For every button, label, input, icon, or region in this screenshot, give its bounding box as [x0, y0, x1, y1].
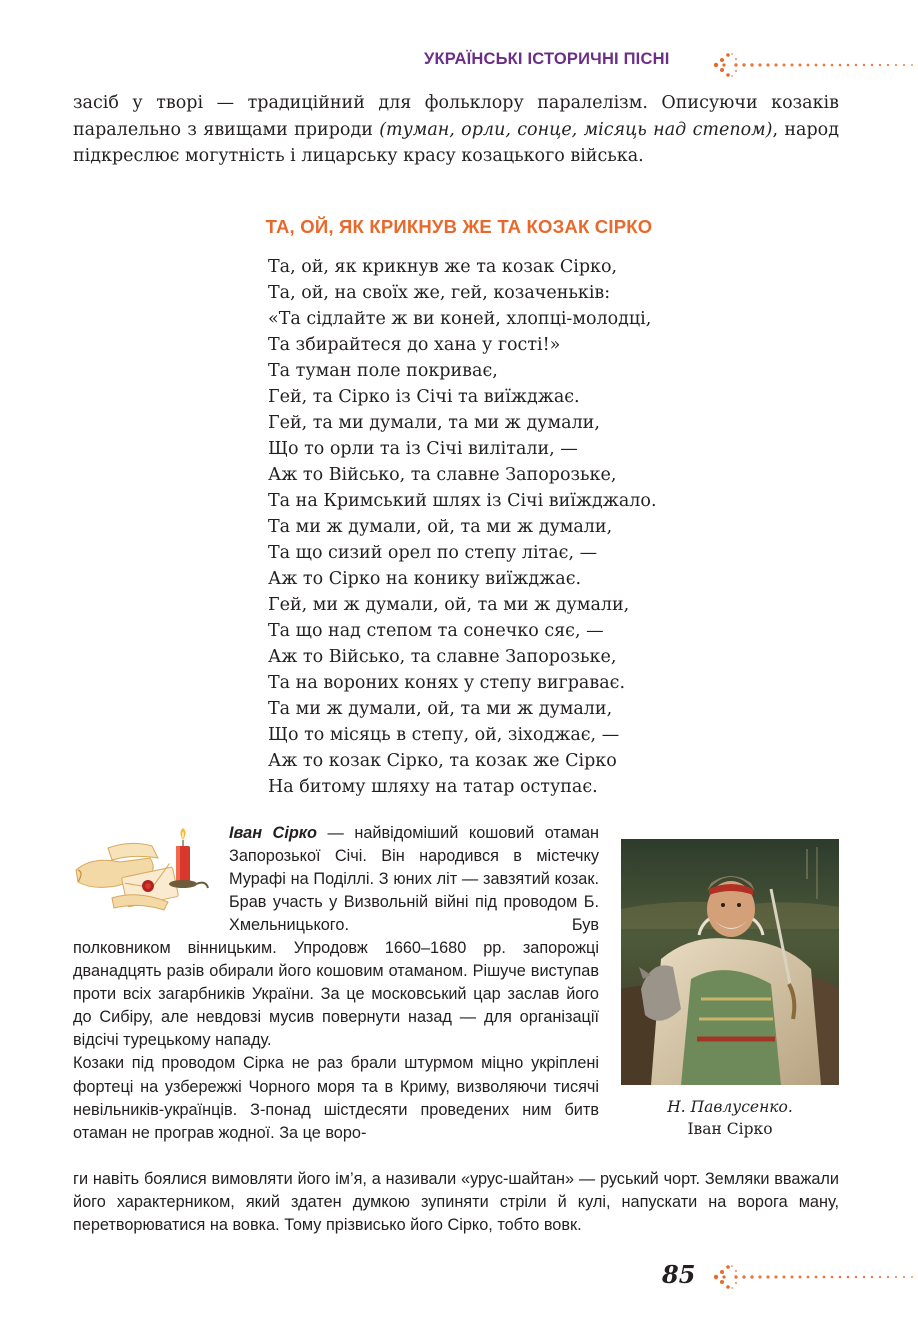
- footer-arrow-decoration: [712, 1262, 918, 1292]
- poem-line: Аж то Військо, та славне Запорозьке,: [268, 465, 617, 485]
- header-arrow-decoration: [712, 50, 918, 80]
- poem-line: На битому шляху на татар оступає.: [268, 777, 598, 797]
- intro-paragraph: [73, 90, 839, 170]
- poem-title: ТА, ОЙ, ЯК КРИКНУВ ЖЕ ТА КОЗАК СІРКО: [265, 216, 653, 237]
- bio-paragraph-end: [73, 1168, 839, 1237]
- poem-line: «Та сідлайте ж ви коней, хлопці-молодці,: [268, 309, 652, 329]
- poem-line: Аж то Військо, та славне Запорозьке,: [268, 647, 617, 667]
- intro-text-2: , народ підкреслює могутність і лицарську красу козацького війська.: [73, 119, 839, 166]
- page-number: 85: [662, 1260, 696, 1289]
- bio-text-1: — найвідоміший кошовий отаман Запорозької Січі. Він народився в містечку Мурафі на Поділлі. З юних літ — завзятий козак. Брав участь у Визвольній війні під проводом Б. Хмельницького. Був: [229, 824, 600, 935]
- intro-text-1: засіб у творі — традиційний для фольклору паралелізм. Описуючи козаків паралельно з явищами природи: [73, 93, 839, 140]
- poem-line: Та туман поле покриває,: [268, 361, 498, 381]
- poem-line: Що то орли та із Січі вилітали, —: [268, 439, 578, 459]
- scroll-candle-illustration: [72, 828, 212, 918]
- intro-italic-list: (туман, орли, сонце, місяць над степом): [379, 119, 773, 140]
- portrait-caption: [621, 1096, 839, 1140]
- caption-artist: Н. Павлусенко.: [667, 1098, 793, 1116]
- poem-line: Та, ой, на своїх же, гей, козаченьків:: [268, 283, 611, 303]
- poem-line: Гей, та Сірко із Січі та виїжджає.: [268, 387, 580, 407]
- poem-line: Та ми ж думали, ой, та ми ж думали,: [268, 517, 613, 537]
- portrait-painting: [621, 839, 839, 1085]
- poem-line: Та на Кримський шлях із Січі виїжджало.: [268, 491, 657, 511]
- portrait-image: [621, 839, 839, 1085]
- poem-line: Що то місяць в степу, ой, зіходжає, —: [268, 725, 620, 745]
- poem-line: Гей, ми ж думали, ой, та ми ж думали,: [268, 595, 630, 615]
- poem-text: [268, 254, 657, 800]
- bio-name: Іван Сірко: [229, 824, 317, 842]
- bio-paragraph-start: [229, 822, 599, 937]
- poem-line: Аж то Сірко на конику виїжджає.: [268, 569, 582, 589]
- poem-line: Аж то козак Сірко, та козак же Сірко: [268, 751, 617, 771]
- poem-line: Та збирайтеся до хана у гості!»: [268, 335, 561, 355]
- bio-text-2: полковником вінницьким. Упродовж 1660–1680 рр. запорожці дванадцять разів обирали його кошовим отаманом. Рішуче виступав проти всіх загарбників України. За це московський цар заслав його до Сибіру, але невдовзі мусив повернути назад — для організації відсічі турецькому нападу.: [73, 939, 599, 1050]
- poem-line: Та що над степом та сонечко сяє, —: [268, 621, 604, 641]
- caption-title: Іван Сірко: [687, 1120, 773, 1138]
- section-title: УКРАЇНСЬКІ ІСТОРИЧНІ ПІСНІ: [424, 50, 670, 68]
- poem-line: Гей, та ми думали, та ми ж думали,: [268, 413, 600, 433]
- poem-line: Та на вороних конях у степу виграває.: [268, 673, 626, 693]
- poem-line: Та що сизий орел по степу літає, —: [268, 543, 598, 563]
- poem-line: Та, ой, як крикнув же та козак Сірко,: [268, 257, 618, 277]
- poem-line: Та ми ж думали, ой, та ми ж думали,: [268, 699, 613, 719]
- bio-text-4: ги навіть боялися вимовляти його ім’я, а називали «урус-шайтан» — руський чорт. Земляки вважали його характерником, який здатен думкою зупиняти стріли й кулі, напускати на ворога ману, перетворюватися на вовка. Тому прізвисько його Сірко, тобто вовк.: [73, 1170, 839, 1235]
- bio-text-3: Козаки під проводом Сірка не раз брали штурмом міцно укріплені фортеці на узбережжі Чорного моря та в Криму, визволяючи тисячі невільників-українців. З-понад шістдесяти проведених ним битв отаман не програв жодної. За це воро-: [73, 1054, 599, 1142]
- bio-paragraph-middle: [73, 937, 599, 1145]
